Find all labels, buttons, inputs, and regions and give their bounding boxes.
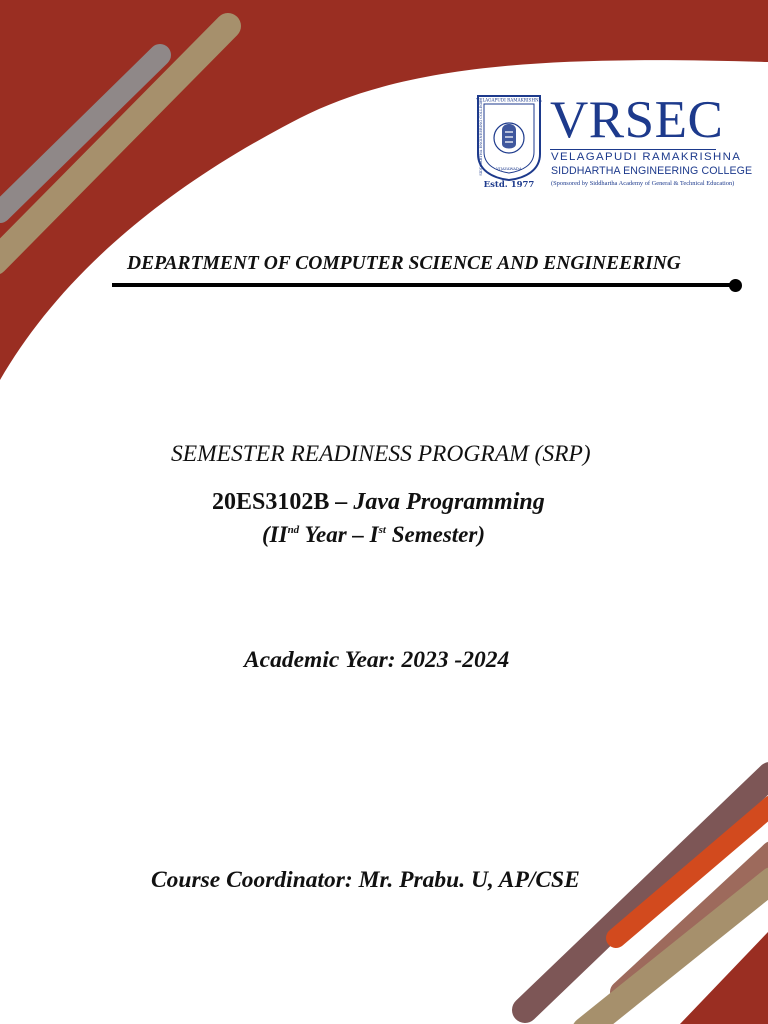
academic-year: Academic Year: 2023 -2024 <box>244 647 510 673</box>
college-name-line1: VELAGAPUDI RAMAKRISHNA <box>551 151 742 163</box>
college-logo <box>474 91 753 196</box>
course-name: Java Programming <box>353 489 545 515</box>
college-sponsor-line: (Sponsored by Siddhartha Academy of General & Technical Education) <box>551 180 735 187</box>
seal-ring-top: VELAGAPUDI RAMAKRISHNA <box>476 97 542 103</box>
course-title <box>212 489 545 516</box>
year-superscript: nd <box>287 524 300 536</box>
course-code: 20ES3102B <box>212 489 330 515</box>
course-coordinator: Course Coordinator: Mr. Prabu. U, AP/CSE <box>151 867 580 893</box>
semester-middle: Year – I <box>299 522 379 547</box>
department-underline-dot <box>729 279 742 292</box>
semester-line <box>262 522 485 548</box>
semester-open: (II <box>262 522 288 547</box>
semester-superscript: st <box>378 524 386 536</box>
course-separator: – <box>329 489 354 515</box>
department-title: DEPARTMENT OF COMPUTER SCIENCE AND ENGINEERING <box>127 253 681 274</box>
seal-established: Estd. 1977 <box>483 180 535 190</box>
college-name-line2: SIDDHARTHA ENGINEERING COLLEGE <box>551 165 753 177</box>
seal-ring-bottom: VIJAYAWADA <box>496 166 522 171</box>
semester-close: Semester) <box>385 522 485 547</box>
seal-ring-left: SIDDHARTHA ENGINEERING COLLEGE <box>479 100 483 176</box>
department-underline <box>112 283 736 287</box>
college-acronym: VRSEC <box>550 91 724 149</box>
program-title: SEMESTER READINESS PROGRAM (SRP) <box>171 441 591 467</box>
logo-rule <box>550 149 716 150</box>
